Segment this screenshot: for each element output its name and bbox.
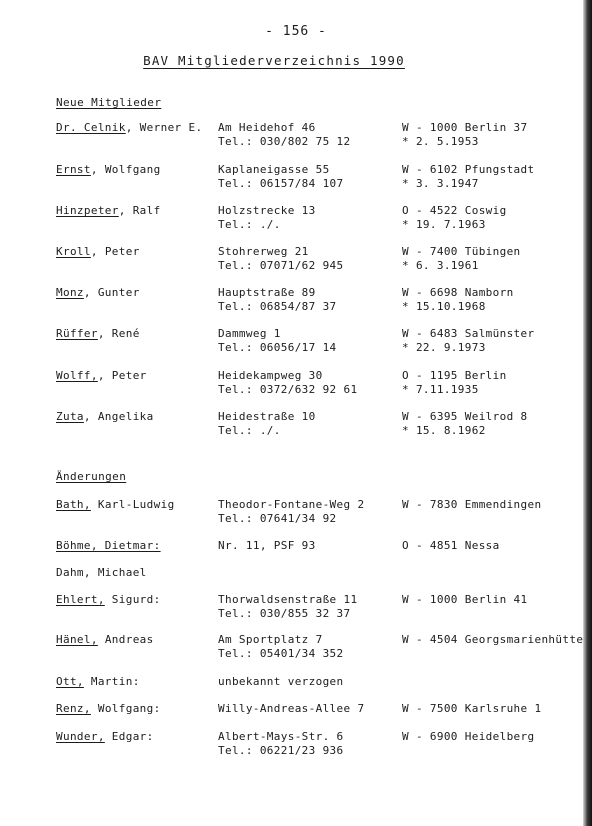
member-given-name: , Wolfgang [90, 163, 161, 176]
section-heading-changes: Änderungen [56, 470, 127, 483]
member-entry [0, 286, 592, 316]
phone-number: Tel.: 06854/87 37 [218, 300, 337, 313]
member-name [56, 539, 161, 552]
member-given-name: Wolfgang: [90, 702, 161, 715]
member-surname: Hinzpeter [56, 204, 119, 217]
birth-date: * 15.10.1968 [402, 300, 486, 313]
member-given-name: , Werner E. [125, 121, 203, 134]
member-location [402, 593, 528, 607]
member-given-name: , René [97, 327, 140, 340]
member-address [218, 498, 364, 526]
street-address: Am Sportplatz 7 [218, 633, 323, 646]
member-address [218, 204, 316, 232]
member-location [402, 369, 507, 397]
member-address [218, 369, 357, 397]
member-address [218, 593, 357, 621]
member-address [218, 633, 344, 661]
member-given-name: Karl-Ludwig [90, 498, 175, 511]
postal-city: W - 7830 Emmendingen [402, 498, 542, 511]
street-address: Albert-Mays-Str. 6 [218, 730, 344, 743]
phone-number: Tel.: 030/802 75 12 [218, 135, 351, 148]
member-given-name: , Peter [90, 245, 140, 258]
member-name [56, 702, 161, 715]
page-title [0, 53, 548, 68]
member-surname: Ernst [56, 163, 91, 176]
birth-date: * 2. 5.1953 [402, 135, 479, 148]
member-surname: Monz [56, 286, 84, 299]
member-name [56, 410, 154, 423]
birth-date: * 7.11.1935 [402, 383, 479, 396]
member-entry [0, 539, 592, 569]
street-address: Heidekampweg 30 [218, 369, 323, 382]
street-address: Hauptstraße 89 [218, 286, 316, 299]
member-entry [0, 121, 592, 151]
member-name [56, 245, 140, 258]
birth-date: * 19. 7.1963 [402, 218, 486, 231]
member-given-name: , Ralf [118, 204, 161, 217]
postal-city: W - 6698 Namborn [402, 286, 514, 299]
phone-number: Tel.: ./. [218, 218, 281, 231]
postal-city: O - 1195 Berlin [402, 369, 507, 382]
member-given-name: Dahm, Michael [56, 566, 147, 579]
street-address: Nr. 11, PSF 93 [218, 539, 316, 552]
member-entry [0, 702, 592, 732]
member-surname: Ehlert, [56, 593, 105, 606]
street-address: Holzstrecke 13 [218, 204, 316, 217]
member-given-name: , Peter [97, 369, 147, 382]
postal-city: W - 4504 Georgsmarienhütte [402, 633, 584, 646]
street-address: Stohrerweg 21 [218, 245, 309, 258]
member-name [56, 633, 154, 646]
member-location [402, 633, 583, 647]
member-location [402, 245, 521, 273]
member-name [56, 566, 147, 579]
member-name [56, 327, 140, 340]
member-address [218, 539, 316, 553]
member-name [56, 369, 147, 382]
member-entry [0, 327, 592, 357]
member-surname: Wunder, [56, 730, 105, 743]
street-address: unbekannt verzogen [218, 675, 344, 688]
member-location [402, 702, 541, 716]
birth-date: * 6. 3.1961 [402, 259, 479, 272]
member-entry [0, 369, 592, 399]
member-given-name: Andreas [97, 633, 154, 646]
member-address [218, 327, 337, 355]
birth-date: * 3. 3.1947 [402, 177, 479, 190]
member-address [218, 410, 316, 438]
member-name [56, 204, 161, 217]
member-entry [0, 245, 592, 275]
postal-city: W - 1000 Berlin 37 [402, 121, 528, 134]
postal-city: W - 7500 Karlsruhe 1 [402, 702, 542, 715]
street-address: Kaplaneigasse 55 [218, 163, 330, 176]
postal-city: O - 4522 Coswig [402, 204, 507, 217]
member-given-name: , Gunter [83, 286, 140, 299]
member-name [56, 730, 154, 743]
member-location [402, 286, 514, 314]
member-entry [0, 633, 592, 663]
title-text: BAV Mitgliederverzeichnis 1990 [143, 53, 405, 68]
member-surname: Rüffer [56, 327, 98, 340]
member-entry [0, 410, 592, 440]
phone-number: Tel.: 07071/62 945 [218, 259, 344, 272]
member-surname: Zuta [56, 410, 84, 423]
member-address [218, 163, 344, 191]
postal-city: W - 6483 Salmünster [402, 327, 535, 340]
member-name [56, 593, 161, 606]
member-location [402, 539, 500, 553]
phone-number: Tel.: 05401/34 352 [218, 647, 344, 660]
member-name [56, 163, 161, 176]
member-name [56, 498, 175, 511]
member-given-name: , Angelika [83, 410, 154, 423]
member-given-name: Martin: [83, 675, 140, 688]
member-surname: Ott, [56, 675, 84, 688]
member-entry [0, 163, 592, 193]
member-surname: Hänel, [56, 633, 98, 646]
member-given-name: Sigurd: [104, 593, 161, 606]
phone-number: Tel.: 06056/17 14 [218, 341, 337, 354]
member-name [56, 121, 202, 134]
postal-city: W - 1000 Berlin 41 [402, 593, 528, 606]
street-address: Thorwaldsenstraße 11 [218, 593, 358, 606]
member-address [218, 121, 350, 149]
member-given-name: Edgar: [104, 730, 154, 743]
member-entry [0, 204, 592, 234]
member-surname: Bath, [56, 498, 91, 511]
member-surname: Renz, [56, 702, 91, 715]
street-address: Heidestraße 10 [218, 410, 316, 423]
member-surname: Wolff, [56, 369, 98, 382]
page-number: - 156 - [265, 24, 327, 39]
phone-number: Tel.: 07641/34 92 [218, 512, 337, 525]
street-address: Dammweg 1 [218, 327, 281, 340]
member-location [402, 730, 534, 744]
member-location [402, 121, 528, 149]
member-entry [0, 593, 592, 623]
member-entry [0, 498, 592, 528]
member-location [402, 204, 507, 232]
member-entry [0, 675, 592, 705]
member-address [218, 675, 344, 689]
member-address [218, 286, 337, 314]
phone-number: Tel.: 0372/632 92 61 [218, 383, 358, 396]
member-surname: Kroll [56, 245, 91, 258]
member-address [218, 730, 344, 758]
postal-city: W - 6102 Pfungstadt [402, 163, 535, 176]
birth-date: * 22. 9.1973 [402, 341, 486, 354]
postal-city: W - 7400 Tübingen [402, 245, 521, 258]
member-surname: Dr. Celnik [56, 121, 126, 134]
postal-city: O - 4851 Nessa [402, 539, 500, 552]
member-address [218, 702, 364, 716]
member-entry [0, 730, 592, 760]
member-location [402, 163, 534, 191]
member-location [402, 327, 534, 355]
postal-city: W - 6395 Weilrod 8 [402, 410, 528, 423]
section-heading-new-members: Neue Mitglieder [56, 96, 162, 109]
street-address: Theodor-Fontane-Weg 2 [218, 498, 365, 511]
member-name [56, 675, 140, 688]
member-surname: Böhme, Dietmar: [56, 539, 161, 552]
member-location [402, 498, 541, 512]
phone-number: Tel.: 030/855 32 37 [218, 607, 351, 620]
phone-number: Tel.: 06157/84 107 [218, 177, 344, 190]
birth-date: * 15. 8.1962 [402, 424, 486, 437]
member-name [56, 286, 140, 299]
phone-number: Tel.: 06221/23 936 [218, 744, 344, 757]
member-entry [0, 566, 592, 596]
postal-city: W - 6900 Heidelberg [402, 730, 535, 743]
member-address [218, 245, 344, 273]
street-address: Willy-Andreas-Allee 7 [218, 702, 365, 715]
member-location [402, 410, 528, 438]
street-address: Am Heidehof 46 [218, 121, 316, 134]
phone-number: Tel.: ./. [218, 424, 281, 437]
